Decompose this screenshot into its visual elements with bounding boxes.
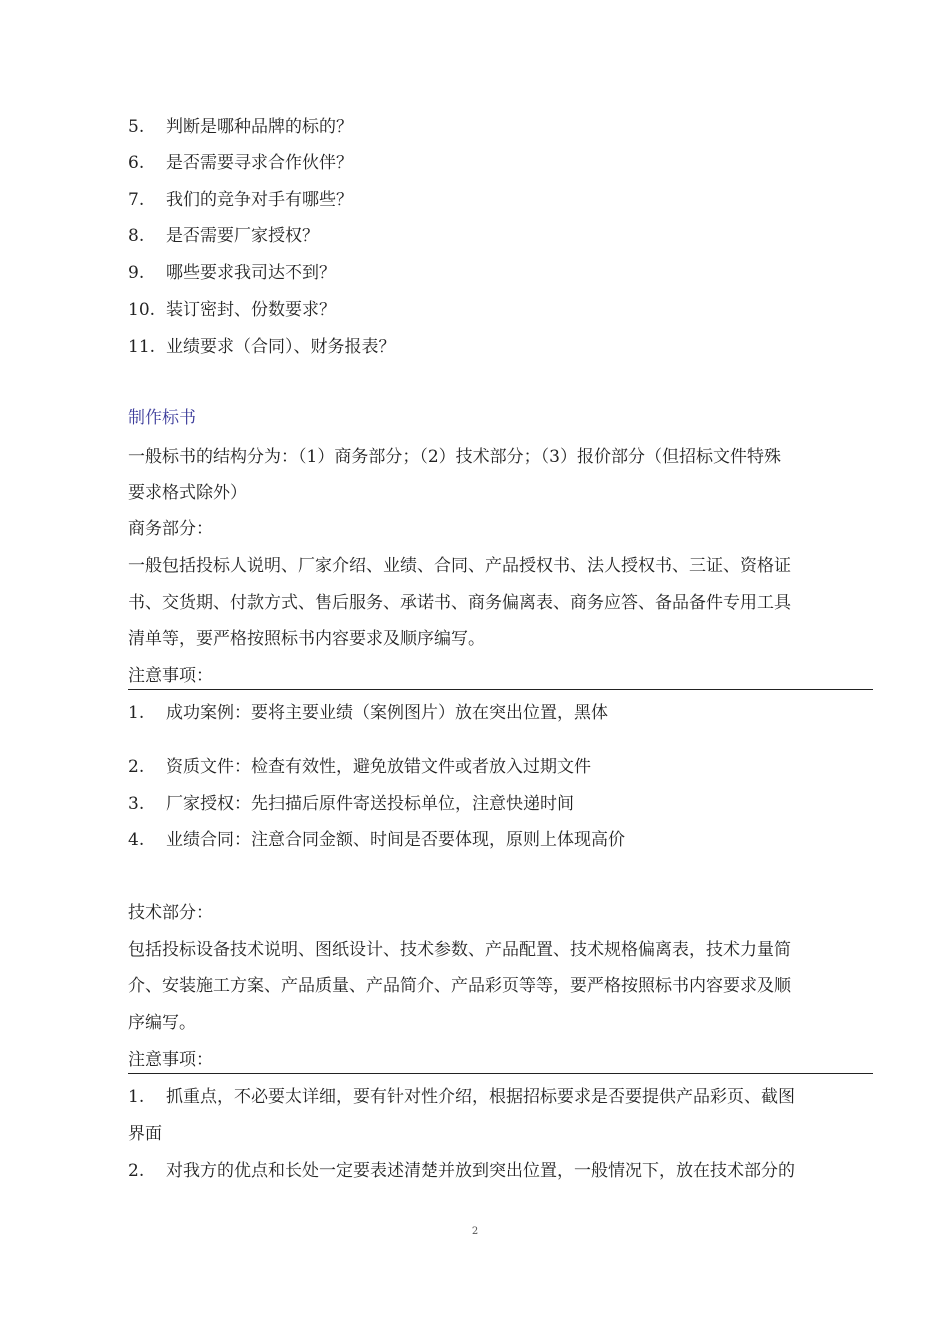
section-title: 制作标书 <box>128 408 196 428</box>
business-line: 书、交货期、付款方式、售后服务、承诺书、商务偏离表、商务应答、备品备件专用工具 <box>128 593 791 613</box>
intro-line: 一般标书的结构分为：（1）商务部分；（2）技术部分；（3）报价部分（但招标文件特殊 <box>128 447 781 467</box>
divider <box>128 689 873 690</box>
list-item: 5. 判断是哪种品牌的标的？ <box>128 117 353 137</box>
page-number: 2 <box>471 1226 479 1237</box>
technical-line: 介、安装施工方案、产品质量、产品简介、产品彩页等等，要严格按照标书内容要求及顺 <box>128 976 791 996</box>
list-item: 4. 业绩合同：注意合同金额、时间是否要体现，原则上体现高价 <box>128 830 625 850</box>
business-heading: 商务部分： <box>128 519 213 539</box>
technical-line: 序编写。 <box>128 1013 196 1033</box>
list-item: 3. 厂家授权：先扫描后原件寄送投标单位，注意快递时间 <box>128 794 574 814</box>
list-item: 8. 是否需要厂家授权？ <box>128 226 319 246</box>
business-line: 清单等，要严格按照标书内容要求及顺序编写。 <box>128 629 485 649</box>
list-item: 2. 资质文件：检查有效性，避免放错文件或者放入过期文件 <box>128 757 591 777</box>
list-item: 1. 成功案例：要将主要业绩（案例图片）放在突出位置，黑体 <box>128 703 608 723</box>
list-item: 1. 抓重点，不必要太详细，要有针对性介绍，根据招标要求是否要提供产品彩页、截图 <box>128 1087 795 1107</box>
technical-notes-heading: 注意事项： <box>128 1050 213 1070</box>
technical-line: 包括投标设备技术说明、图纸设计、技术参数、产品配置、技术规格偏离表，技术力量简 <box>128 940 791 960</box>
technical-heading: 技术部分： <box>128 903 213 923</box>
list-item: 6. 是否需要寻求合作伙伴？ <box>128 153 353 173</box>
list-item: 11. 业绩要求（合同）、财务报表？ <box>128 337 396 357</box>
list-item: 9. 哪些要求我司达不到？ <box>128 263 336 283</box>
business-line: 一般包括投标人说明、厂家介绍、业绩、合同、产品授权书、法人授权书、三证、资格证 <box>128 556 791 576</box>
intro-line: 要求格式除外） <box>128 483 247 503</box>
list-item: 10. 装订密封、份数要求？ <box>128 300 336 320</box>
list-item: 2. 对我方的优点和长处一定要表述清楚并放到突出位置，一般情况下，放在技术部分的 <box>128 1161 795 1181</box>
business-notes-heading: 注意事项： <box>128 666 213 686</box>
divider <box>128 1073 873 1074</box>
list-item-continuation: 界面 <box>128 1124 162 1144</box>
list-item: 7. 我们的竞争对手有哪些？ <box>128 190 353 210</box>
